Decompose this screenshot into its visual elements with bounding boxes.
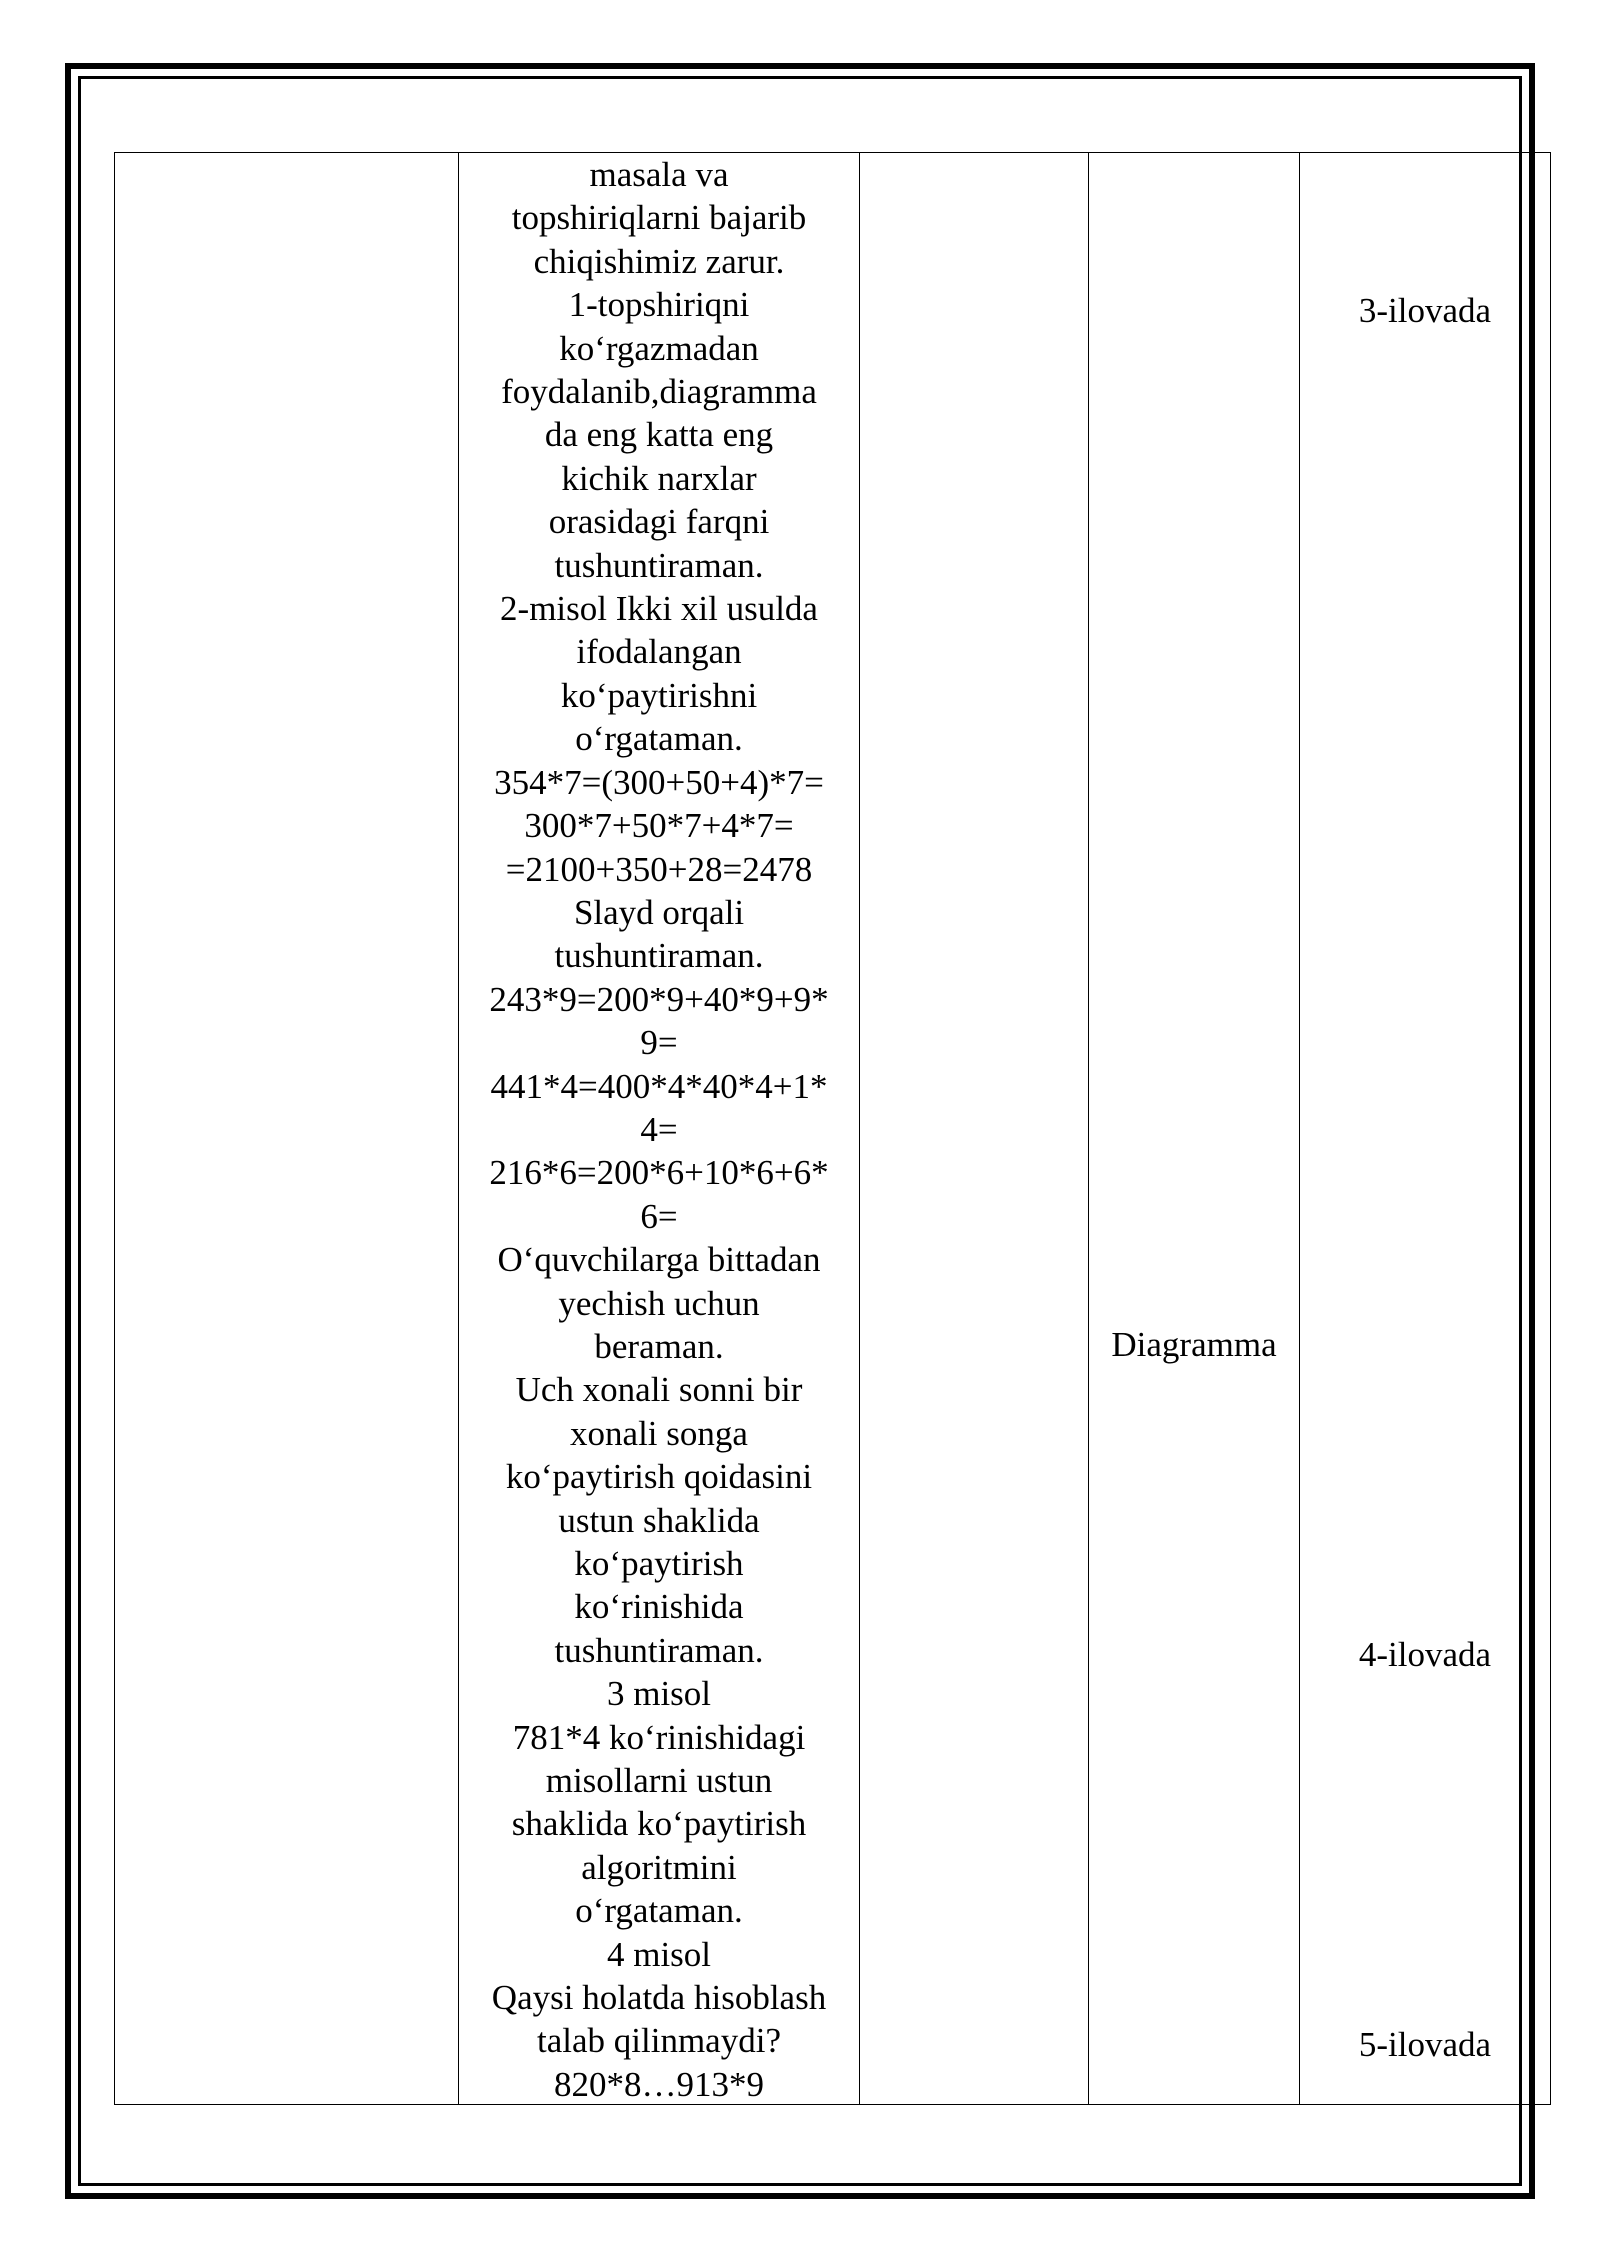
text-line: 3 misol [606,1674,712,1714]
text-line: tushuntiraman. [554,1630,764,1670]
appendix-reference: 5-ilovada [1358,2025,1492,2064]
text-line: kichik narxlar [561,458,757,498]
appendix-reference: 3-ilovada [1358,291,1492,330]
text-line: o‘rgataman. [575,719,743,759]
text-line: Qaysi holatda hisoblash [491,1978,827,2018]
table-cell-col2 [459,153,860,2105]
appendix-reference: 4-ilovada [1358,1635,1492,1674]
text-line: 781*4 ko‘rinishidagi [512,1717,806,1757]
text-line: algoritmini [581,1847,737,1887]
table-cell-col1 [115,153,459,2105]
lesson-plan-table [114,152,1551,2105]
table-cell-col3 [860,153,1089,2105]
text-line: 6= [640,1196,678,1236]
text-line: chiqishimiz zarur. [533,241,785,281]
text-line: da eng katta eng [544,415,774,455]
lesson-activities-text [459,153,859,2106]
text-line: ko‘paytirishni [560,675,758,715]
text-line: topshiriqlarni bajarib [511,198,807,238]
text-line: ustun shaklida [558,1500,760,1540]
text-line: 4= [640,1109,678,1149]
text-line: 243*9=200*9+40*9+9* [489,979,829,1019]
text-line: 2-misol Ikki xil usulda [500,589,818,629]
text-line: 820*8…913*9 [554,2064,764,2104]
text-line: ko‘rinishida [574,1587,744,1627]
text-line: ko‘paytirish [574,1544,744,1583]
text-line: 216*6=200*6+10*6+6* [489,1153,829,1193]
text-line: ko‘paytirish qoidasini [505,1457,813,1497]
text-line: tushuntiraman. [554,545,764,585]
text-line: misollarni ustun [545,1761,773,1801]
text-line: 300*7+50*7+4*7= [524,806,794,846]
text-line: tushuntiraman. [554,936,764,976]
text-line: yechish uchun [558,1283,760,1323]
text-line: orasidagi farqni [548,502,770,542]
text-line: o‘rgataman. [575,1891,743,1931]
text-line: foydalanib,diagramma [501,372,817,412]
table-cell-col4 [1089,153,1300,2105]
text-line: beraman. [594,1326,724,1366]
text-line: 1-topshiriqni [568,285,750,325]
text-line: ifodalangan [576,632,742,672]
text-line: 4 misol [606,1934,712,1974]
text-line: xonali songa [570,1413,748,1453]
text-line: 441*4=400*4*40*4+1* [490,1066,828,1106]
text-line: talab qilinmaydi? [537,2021,781,2061]
text-line: 354*7=(300+50+4)*7= [494,762,824,802]
text-line: shaklida ko‘paytirish [511,1804,807,1844]
text-line: Slayd orqali [573,892,745,932]
text-line: masala va [589,155,729,194]
text-line: ko‘rgazmadan [559,328,759,368]
text-line: 9= [640,1023,678,1063]
table-row [115,153,1551,2105]
text-line: =2100+350+28=2478 [505,849,813,889]
table-cell-col5 [1300,153,1551,2105]
text-line: Uch xonali sonni bir [515,1370,803,1410]
text-line: O‘quvchilarga bittadan [497,1240,821,1280]
resource-label: Diagramma [1111,1325,1277,1364]
